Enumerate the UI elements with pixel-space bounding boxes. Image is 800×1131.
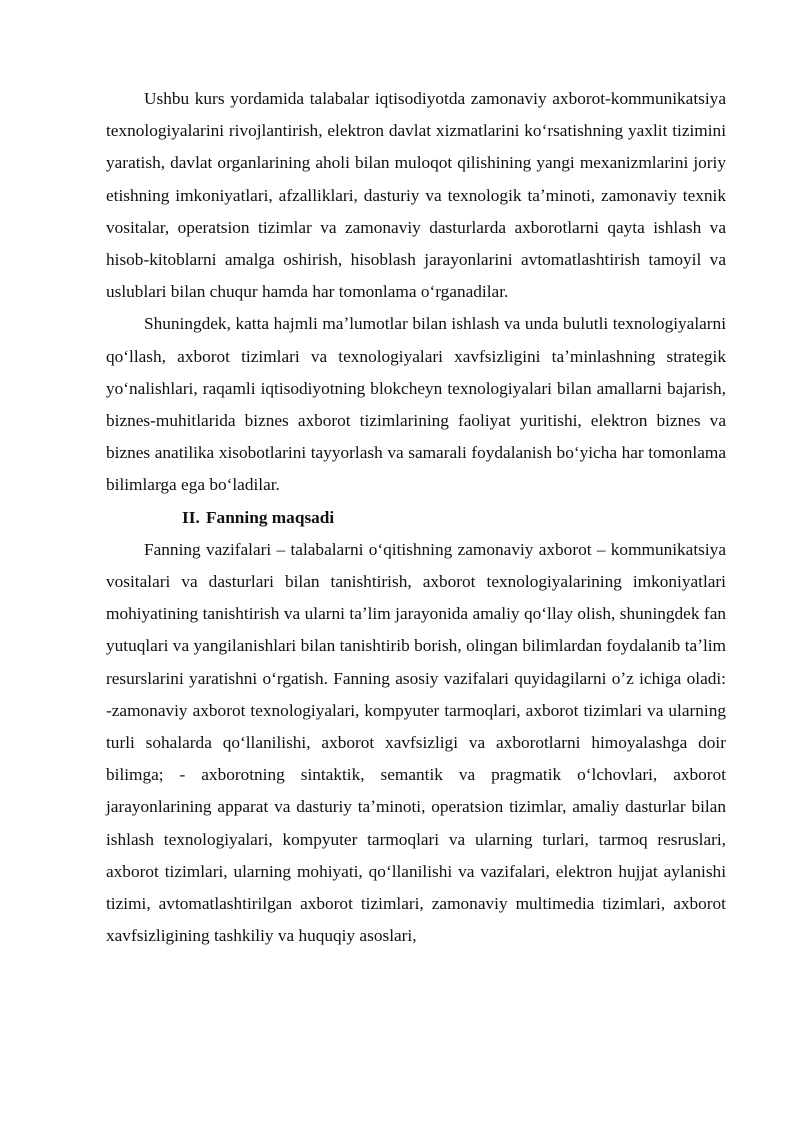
- section-title: Fanning maqsadi: [206, 507, 335, 527]
- section-number: II.: [182, 507, 200, 527]
- section-heading: [106, 502, 726, 534]
- document-page: [106, 83, 726, 952]
- paragraph-course-tasks: Fanning vazifalari – talabalarni oʻqitishning zamonaviy axborot – kommunikatsiya vositalari va dasturlari bilan tanishtirish, axborot texnologiyalarining imkoniyatlari mohiyatining tanishtirish va ularni taʼlim jarayonida amaliy qoʻllay olish, shuningdek fan yutuqlari va yangilanishlari bilan tanishtirib borish, olingan bilimlardan foydalanib taʼlim resurslarini yaratishni oʻrgatish. Fanning asosiy vazifalari quyidagilarni oʼz ichiga oladi: -zamonaviy axborot texnologiyalari, kompyuter tarmoqlari, axborot tizimlari va ularning turli sohalarda qoʻllanilishi, axborot xavfsizligi va axborotlarni himoyalashga doir bilimga; - axborotning sintaktik, semantik va pragmatik oʻlchovlari, axborot jarayonlarining apparat va dasturiy taʼminoti, operatsion tizimlar, amaliy dasturlar bilan ishlash texnologiyalari, kompyuter tarmoqlari va ularning turlari, tarmoq resruslari, axborot tizimlari, ularning mohiyati, qoʻllanilishi va vazifalari, elektron hujjat aylanishi tizimi, avtomatlashtirilgan axborot tizimlari, zamonaviy multimedia tizimlari, axborot xavfsizligining tashkiliy va huquqiy asoslari,: [106, 539, 726, 946]
- paragraph-additional-skills: Shuningdek, katta hajmli maʼlumotlar bilan ishlash va unda bulutli texnologiyalarni qoʻllash, axborot tizimlari va texnologiyalari xavfsizligini taʼminlashning strategik yoʻnalishlari, raqamli iqtisodiyotning blokcheyn texnologiyalari bilan amallarni bajarish, biznes-muhitlarida biznes axborot tizimlarining faoliyat yuritishi, elektron biznes va biznes anatilika xisobotlarini tayyorlash va samarali foydalanish boʻyicha har tomonlama bilimlarga ega boʻladilar.: [106, 314, 726, 495]
- paragraph-course-overview: Ushbu kurs yordamida talabalar iqtisodiyotda zamonaviy axborot-kommunikatsiya texnologiyalarini rivojlantirish, elektron davlat xizmatlarini koʻrsatishning yaxlit tizimini yaratish, davlat organlarining aholi bilan muloqot qilishining yangi mexanizmlarini joriy etishning imkoniyatlari, afzalliklari, dasturiy va texnologik taʼminoti, zamonaviy texnik vositalar, operatsion tizimlar va zamonaviy dasturlarda axborotlarni qayta ishlash va hisob-kitoblarni amalga oshirish, hisoblash jarayonlarini avtomatlashtirish tamoyil va uslublari bilan chuqur hamda har tomonlama oʻrganadilar.: [106, 89, 726, 302]
